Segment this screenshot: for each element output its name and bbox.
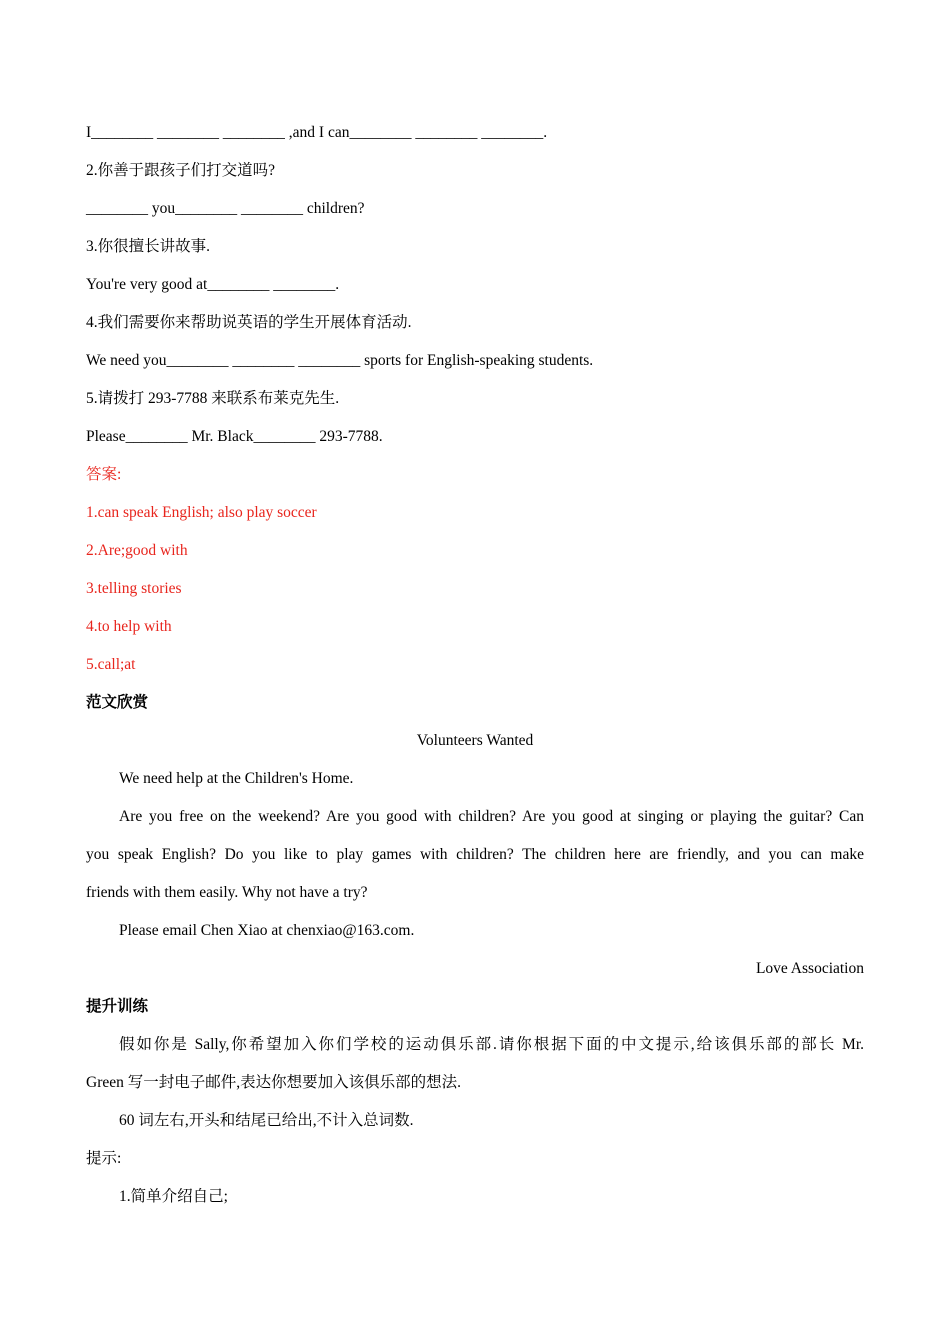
exercise-question-2: 2.你善于跟孩子们打交道吗? (86, 162, 276, 179)
answer-item-3: 3.telling stories (86, 580, 182, 597)
essay-paragraph-2-line-1: Are you free on the weekend? Are you good with children? Are you good at singing or playing the guitar? Can (119, 808, 864, 825)
exercise-line-5: Please________ Mr. Black________ 293-7788. (86, 428, 383, 445)
exercise-question-3: 3.你很擅长讲故事. (86, 238, 211, 255)
model-essay-section (86, 684, 864, 988)
exercise-question-4: 4.我们需要你来帮助说英语的学生开展体育活动. (86, 314, 412, 331)
training-section (86, 988, 864, 1216)
answer-item-1: 1.can speak English; also play soccer (86, 504, 317, 521)
model-essay-heading: 范文欣赏 (86, 694, 149, 711)
answers-heading: 答案: (86, 466, 122, 483)
answer-item-5: 5.call;at (86, 656, 136, 673)
exercise-line-1: I________ ________ ________ ,and I can________ ________ ________. (86, 124, 548, 141)
training-heading: 提升训练 (86, 998, 149, 1015)
essay-title: Volunteers Wanted (416, 732, 534, 749)
training-paragraph-1-line-2: Green 写一封电子邮件,表达你想要加入该俱乐部的想法. (86, 1074, 461, 1091)
exercise-line-3: You're very good at________ ________. (86, 276, 340, 293)
answer-item-4: 4.to help with (86, 618, 172, 635)
hint-label: 提示: (86, 1150, 122, 1167)
hint-item-1: 1.简单介绍自己; (119, 1188, 228, 1205)
training-paragraph-1-line-1: 假如你是 Sally,你希望加入你们学校的运动俱乐部.请你根据下面的中文提示,给该俱乐部的部长 Mr. (119, 1036, 864, 1053)
essay-paragraph-1: We need help at the Children's Home. (119, 770, 354, 787)
essay-signature: Love Association (755, 960, 864, 977)
document-page (86, 114, 864, 1216)
training-paragraph-2: 60 词左右,开头和结尾已给出,不计入总词数. (119, 1112, 414, 1129)
exercise-question-5: 5.请拨打 293-7788 来联系布莱克先生. (86, 390, 340, 407)
exercise-section (86, 114, 864, 456)
essay-paragraph-2-line-2: you speak English? Do you like to play games with children? The children here are friendly, and you can make (86, 846, 864, 863)
essay-paragraph-3: Please email Chen Xiao at chenxiao@163.com. (119, 922, 415, 939)
answers-section (86, 456, 864, 684)
essay-paragraph-2-line-3: friends with them easily. Why not have a try? (86, 884, 368, 901)
answer-item-2: 2.Are;good with (86, 542, 188, 559)
exercise-line-4: We need you________ ________ ________ sports for English-speaking students. (86, 352, 594, 369)
exercise-line-2: ________ you________ ________ children? (86, 200, 365, 217)
